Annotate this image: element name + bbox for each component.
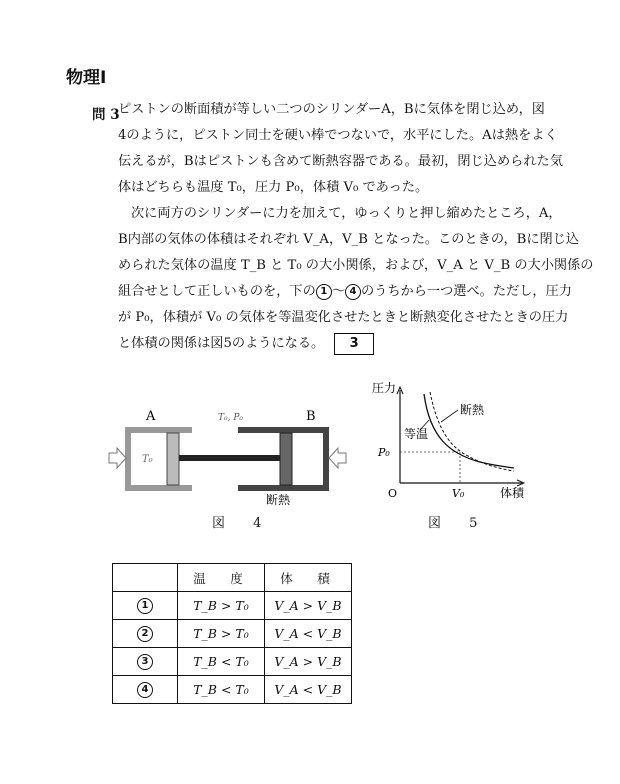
table-row[interactable] bbox=[113, 620, 352, 648]
text-line: 次に両方のシリンダーに力を加えて，ゆっくりと押し縮めたところ，A， bbox=[131, 206, 562, 221]
figure-5-caption: 図 5 bbox=[428, 516, 490, 531]
answer-box[interactable]: 3 bbox=[334, 333, 374, 355]
text-line bbox=[118, 331, 558, 357]
subject-title: 物理Ⅰ bbox=[66, 68, 107, 88]
tilde: 〜 bbox=[331, 284, 345, 299]
piston-rod bbox=[179, 455, 280, 461]
temperature-cell: T_B < T₀ bbox=[178, 648, 265, 676]
paragraph-1 bbox=[118, 97, 563, 201]
temperature-cell: T_B > T₀ bbox=[178, 620, 265, 648]
text-line: ピストンの断面積が等しい二つのシリンダーA，Bに気体を閉じ込め，図 bbox=[118, 102, 545, 117]
temperature-cell: T_B < T₀ bbox=[178, 676, 265, 704]
label-adiabatic: 断熱 bbox=[266, 493, 291, 507]
figure-4-caption: 図 4 bbox=[212, 516, 274, 531]
text-line: 体はどちらも温度 T₀，圧力 P₀，体積 V₀ であった。 bbox=[118, 180, 429, 195]
text-segment: と体積の関係は図5のようになる。 bbox=[118, 336, 325, 351]
figure-4-diagram bbox=[106, 400, 356, 505]
x-axis-label: 体積 bbox=[500, 486, 525, 500]
label-a: A bbox=[146, 409, 156, 424]
choice-cell[interactable] bbox=[113, 620, 178, 648]
text-segment: 組合せとして正しいものを，下の bbox=[118, 284, 316, 299]
volume-cell: V_A > V_B bbox=[265, 648, 352, 676]
paragraph-2 bbox=[118, 201, 594, 357]
choice-cell[interactable] bbox=[113, 676, 178, 704]
choice-number: 1 bbox=[137, 598, 153, 614]
table-row[interactable] bbox=[113, 592, 352, 620]
table-row[interactable] bbox=[113, 676, 352, 704]
volume-cell: V_A > V_B bbox=[265, 592, 352, 620]
choices-table bbox=[112, 563, 352, 704]
choice-marker-4: 4 bbox=[345, 284, 361, 300]
label-state: T₀, P₀ bbox=[218, 413, 243, 423]
adiabatic-label: 断熱 bbox=[460, 403, 485, 417]
v0-label: V₀ bbox=[452, 487, 465, 500]
piston-a bbox=[167, 433, 179, 485]
label-t0: T₀ bbox=[142, 454, 153, 465]
arrow-right-icon bbox=[329, 448, 346, 468]
figure-5-graph bbox=[372, 378, 532, 503]
adiabatic-pointer bbox=[441, 410, 458, 422]
question-number: 問 3 bbox=[92, 107, 120, 123]
origin-label: O bbox=[388, 487, 398, 500]
text-line: 4のように，ピストン同士を硬い棒でつないで，水平にした。Aは熱をよく bbox=[118, 128, 558, 143]
table-header: 体 積 bbox=[265, 564, 352, 592]
choice-marker-1: 1 bbox=[316, 284, 332, 300]
p0-label: P₀ bbox=[378, 446, 390, 459]
choice-cell[interactable] bbox=[113, 648, 178, 676]
piston-b bbox=[280, 433, 292, 485]
table-header-row bbox=[113, 564, 352, 592]
text-line: B内部の気体の体積はそれぞれ V_A，V_B となった。このときの，Bに閉じ込 bbox=[118, 232, 580, 247]
volume-cell: V_A < V_B bbox=[265, 620, 352, 648]
table-row[interactable] bbox=[113, 648, 352, 676]
choice-number: 2 bbox=[137, 626, 153, 642]
choice-cell[interactable] bbox=[113, 592, 178, 620]
arrow-left-icon bbox=[109, 448, 126, 468]
text-line bbox=[118, 279, 572, 305]
table-header: 温 度 bbox=[178, 564, 265, 592]
text-segment: のうちから一つ選べ。ただし，圧力 bbox=[361, 284, 572, 299]
text-line: められた気体の温度 T_B と T₀ の大小関係，および，V_A と V_B の大小関係の bbox=[118, 258, 594, 273]
table-header bbox=[113, 564, 178, 592]
temperature-cell: T_B > T₀ bbox=[178, 592, 265, 620]
isothermal-label: 等温 bbox=[404, 427, 429, 441]
volume-cell: V_A < V_B bbox=[265, 676, 352, 704]
choice-number: 3 bbox=[137, 654, 153, 670]
y-axis-label: 圧力 bbox=[372, 381, 397, 395]
text-line: が P₀，体積が V₀ の気体を等温変化させたときと断熱変化させたときの圧力 bbox=[118, 310, 569, 325]
label-b: B bbox=[306, 409, 316, 424]
text-line: 伝えるが，Bはピストンも含めて断熱容器である。最初，閉じ込められた気 bbox=[118, 154, 563, 169]
choice-number: 4 bbox=[137, 682, 153, 698]
